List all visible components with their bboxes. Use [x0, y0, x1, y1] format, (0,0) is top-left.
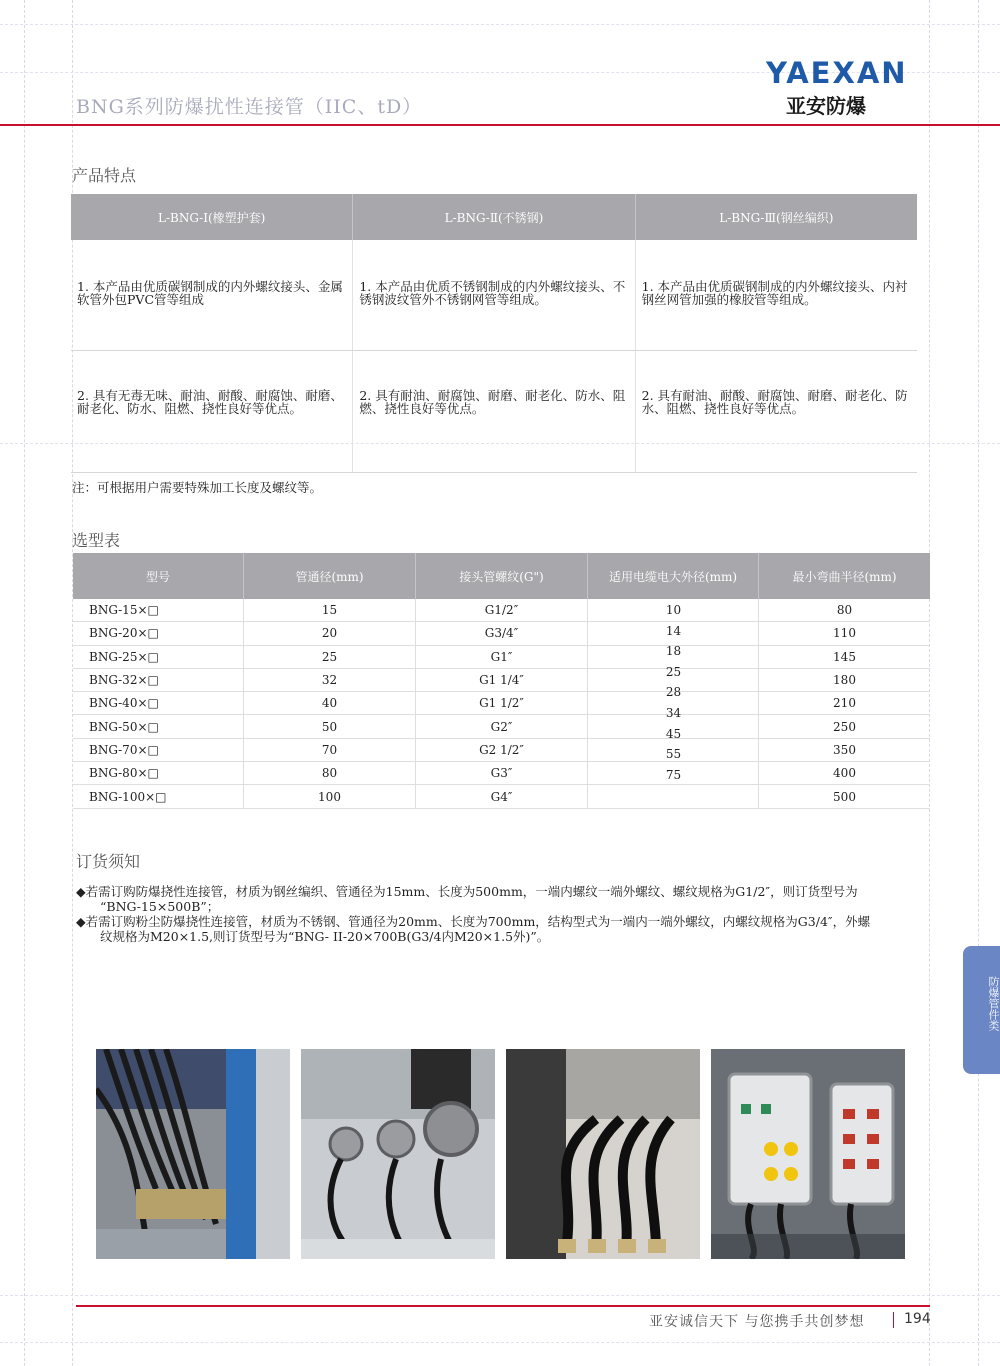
table-cell: 50 — [244, 715, 416, 737]
product-photo — [506, 1049, 700, 1259]
footer-separator — [893, 1312, 894, 1328]
features-section-title: 产品特点 — [72, 166, 137, 185]
cable-diameter-value: 18 — [665, 644, 682, 659]
table-cell: G1/2″ — [416, 599, 588, 621]
table-cell: 2. 具有耐油、耐腐蚀、耐磨、耐老化、防水、阻燃、挠性良好等优点。 — [353, 351, 635, 472]
table-cell: BNG-20×□ — [73, 622, 244, 644]
order-section-title: 订货须知 — [76, 852, 141, 871]
features-table — [71, 194, 917, 473]
table-cell: 100 — [244, 785, 416, 807]
table-cell: G1 1/2″ — [416, 692, 588, 714]
table-cell: BNG-70×□ — [73, 739, 244, 761]
brand-logo-subtitle: 亚安防爆 — [786, 94, 866, 118]
column-header: L-BNG-Ⅰ(橡塑护套) — [71, 194, 353, 240]
table-cell: G3/4″ — [416, 622, 588, 644]
category-side-tab — [963, 946, 1000, 1074]
table-cell: 500 — [833, 789, 856, 804]
cable-diameter-value: 28 — [665, 685, 682, 700]
selection-table-header — [73, 553, 930, 599]
order-note-line: “BNG-15×500B”； — [100, 899, 220, 914]
table-cell: 1. 本产品由优质碳钢制成的内外螺纹接头、金属软管外包PVC管等组成 — [71, 240, 353, 350]
table-cell: BNG-80×□ — [73, 762, 244, 784]
features-note: 注：可根据用户需要特殊加工长度及螺纹等。 — [72, 480, 323, 495]
footer-divider — [76, 1305, 930, 1307]
selection-table — [73, 553, 930, 809]
table-cell: BNG-25×□ — [73, 646, 244, 668]
table-cell: 110 — [833, 626, 856, 641]
cable-diameter-column — [588, 599, 759, 809]
table-cell: 400 — [833, 766, 856, 781]
table-cell: 25 — [244, 646, 416, 668]
header-divider — [0, 124, 1000, 126]
column-header: 适用电缆电大外径(mm) — [588, 553, 759, 599]
table-cell: 80 — [836, 603, 853, 618]
guide-line — [0, 24, 1000, 25]
table-row — [73, 762, 930, 785]
table-cell: 350 — [833, 742, 856, 757]
table-cell: 2. 具有耐油、耐酸、耐腐蚀、耐磨、耐老化、防水、阻燃、挠性良好等优点。 — [641, 388, 908, 416]
table-cell: G4″ — [416, 785, 588, 807]
table-cell: 70 — [244, 739, 416, 761]
table-cell: G1″ — [416, 646, 588, 668]
table-row — [73, 692, 930, 715]
table-cell: G1 1/4″ — [416, 669, 588, 691]
selection-section-title: 选型表 — [72, 531, 121, 550]
cable-diameter-value: 75 — [665, 767, 682, 782]
table-cell: BNG-32×□ — [73, 669, 244, 691]
table-cell: 20 — [244, 622, 416, 644]
table-cell: 2. 具有无毒无味、耐油、耐酸、耐腐蚀、耐磨、耐老化、防水、阻燃、挠性良好等优点。 — [71, 351, 353, 472]
table-row — [73, 739, 930, 762]
table-cell: 15 — [244, 599, 416, 621]
guide-line — [978, 0, 979, 1366]
column-header: 最小弯曲半径(mm) — [792, 569, 897, 584]
table-row — [73, 599, 930, 622]
guide-line — [0, 1342, 1000, 1343]
order-note-line: ◆若需订购防爆挠性连接管，材质为钢丝编织、管通径为15mm、长度为500mm，一端内螺纹一端外螺纹、螺纹规格为G1/2″，则订货型号为 — [76, 884, 858, 899]
table-cell: 250 — [833, 719, 856, 734]
product-photo — [711, 1049, 905, 1259]
order-notes — [76, 884, 956, 944]
table-cell: 1. 本产品由优质不锈钢制成的内外螺纹接头、不锈钢波纹管外不锈钢网管等组成。 — [353, 240, 635, 350]
table-row — [73, 715, 930, 738]
table-cell: G2″ — [416, 715, 588, 737]
table-row — [73, 669, 930, 692]
cable-diameter-value: 10 — [665, 603, 682, 617]
column-header: L-BNG-Ⅲ(钢丝编织) — [719, 210, 834, 225]
product-photo — [301, 1049, 495, 1259]
cable-diameter-value: 55 — [665, 747, 682, 762]
column-header: L-BNG-Ⅱ(不锈钢) — [353, 194, 635, 240]
guide-line — [0, 1295, 1000, 1296]
column-header: 接头管螺纹(G") — [416, 553, 588, 599]
selection-table-body — [73, 599, 930, 809]
table-cell: BNG-40×□ — [73, 692, 244, 714]
table-cell: 210 — [833, 696, 856, 711]
table-row — [73, 785, 930, 808]
cable-diameter-value: 34 — [665, 706, 682, 720]
table-cell: 145 — [833, 649, 856, 664]
table-cell: G2 1/2″ — [416, 739, 588, 761]
table-cell: 180 — [833, 673, 856, 688]
column-header: 管通径(mm) — [244, 553, 416, 599]
table-cell: 1. 本产品由优质碳钢制成的内外螺纹接头、内衬钢丝网管加强的橡胶管等组成。 — [641, 279, 908, 307]
guide-line — [24, 0, 25, 1366]
table-cell: 32 — [244, 669, 416, 691]
table-cell: BNG-15×□ — [73, 599, 244, 621]
brand-logo-text: YAEXAN — [766, 56, 908, 90]
features-table-header — [71, 194, 917, 240]
table-cell: BNG-100×□ — [73, 785, 244, 807]
table-cell: 40 — [244, 692, 416, 714]
cable-diameter-value: 14 — [665, 623, 682, 638]
cable-diameter-value: 45 — [665, 726, 682, 741]
page-title: BNG系列防爆扰性连接管（IIC、tD） — [76, 96, 423, 118]
category-side-tab-label: 防爆管件类 — [987, 976, 1000, 1031]
table-cell: G3″ — [416, 762, 588, 784]
page-number: 194 — [904, 1311, 931, 1327]
footer-slogan: 亚安诚信天下 与您携手共创梦想 — [649, 1314, 865, 1330]
order-note-line: 纹规格为M20×1.5,则订货型号为“BNG- II-20×700B(G3/4内M20×1.5外)”。 — [100, 929, 550, 944]
cable-diameter-value: 25 — [665, 664, 682, 679]
order-note-line: ◆若需订购粉尘防爆挠性连接管，材质为不锈钢、管通径为20mm、长度为700mm，结构型式为一端内一端外螺纹，内螺纹规格为G3/4″，外螺 — [76, 914, 871, 929]
table-row — [71, 351, 917, 473]
product-photo — [96, 1049, 290, 1259]
table-cell: 80 — [244, 762, 416, 784]
column-header: 型号 — [73, 553, 244, 599]
table-row — [73, 622, 930, 645]
table-cell: BNG-50×□ — [73, 715, 244, 737]
table-row — [71, 240, 917, 351]
table-row — [73, 646, 930, 669]
